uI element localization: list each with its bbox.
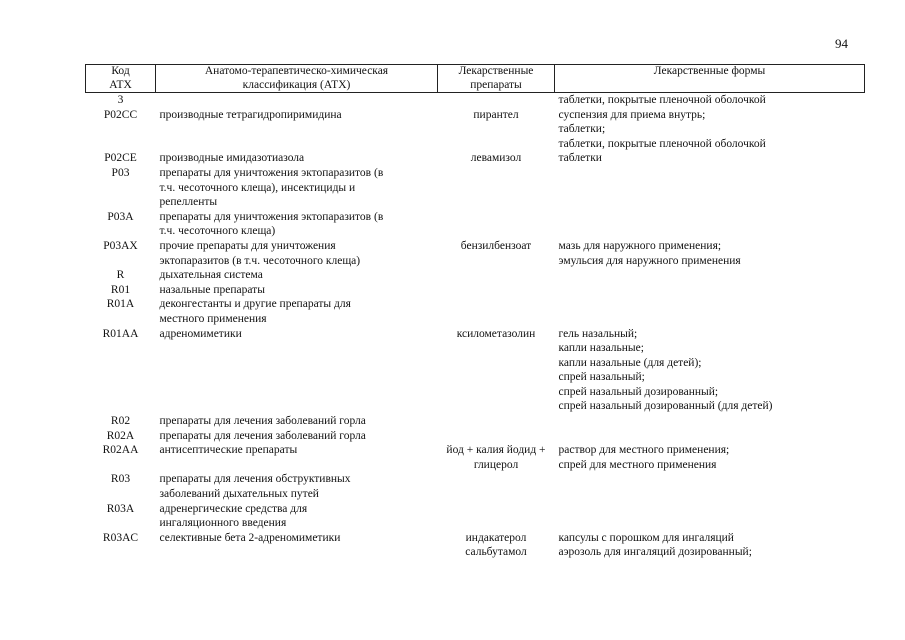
dosage-form-line: таблетки, покрытые пленочной оболочкой xyxy=(558,94,766,106)
header-classification-line: Анатомо-терапевтическо-химическая xyxy=(204,65,389,77)
drug-line: сальбутамол xyxy=(465,546,527,559)
classification-cell xyxy=(156,327,438,415)
classification-cell xyxy=(156,472,438,501)
classification-line: репелленты xyxy=(159,196,218,209)
dosage-form-cell xyxy=(555,414,865,429)
drug-cell xyxy=(438,502,555,531)
dosage-form-line: капсулы с порошком для ингаляций xyxy=(558,531,734,544)
dosage-form-line: спрей назальный дозированный; xyxy=(558,385,719,398)
classification-line: антисептические препараты xyxy=(159,444,298,457)
drug-line: глицерол xyxy=(473,458,519,471)
dosage-form-line: мазь для наружного применения; xyxy=(558,239,722,252)
atx-table xyxy=(85,64,865,560)
atx-code-cell: P03AX xyxy=(103,239,138,252)
classification-cell xyxy=(156,239,438,268)
classification-line: препараты для лечения заболеваний горла xyxy=(159,415,366,428)
table-body xyxy=(86,93,865,561)
header-classification xyxy=(156,65,438,93)
header-classification-line: классификация (АТХ) xyxy=(242,78,351,91)
drug-cell xyxy=(438,268,555,283)
dosage-form-line: суспензия для приема внутрь; xyxy=(558,108,706,121)
atx-code-cell: R01AA xyxy=(102,327,139,340)
drug-cell xyxy=(438,414,555,429)
classification-line: адренергические средства для xyxy=(159,502,308,515)
dosage-form-cell xyxy=(555,327,865,415)
drug-cell xyxy=(438,443,555,472)
atx-code-cell: P02CC xyxy=(103,108,138,121)
header-drugs xyxy=(438,65,555,93)
table-row xyxy=(86,151,865,166)
atx-code-cell: 3 xyxy=(117,94,124,106)
classification-cell xyxy=(156,283,438,298)
dosage-form-line: капли назальные (для детей); xyxy=(558,356,702,369)
table-row xyxy=(86,210,865,239)
classification-line: дыхательная система xyxy=(159,269,263,282)
table-row xyxy=(86,283,865,298)
classification-cell xyxy=(156,502,438,531)
drug-line: пирантел xyxy=(473,108,519,121)
classification-line: местного применения xyxy=(159,312,267,325)
table-row xyxy=(86,268,865,283)
classification-cell xyxy=(156,531,438,560)
classification-cell xyxy=(156,166,438,210)
classification-cell xyxy=(156,210,438,239)
dosage-form-line: эмульсия для наружного применения xyxy=(558,254,741,267)
dosage-form-line: аэрозоль для ингаляций дозированный; xyxy=(558,546,752,559)
atx-code-cell: P02CE xyxy=(104,152,137,165)
dosage-form-cell xyxy=(555,166,865,210)
table-row xyxy=(86,414,865,429)
dosage-form-line: гель назальный; xyxy=(558,327,638,340)
dosage-form-cell xyxy=(555,297,865,326)
dosage-form-cell xyxy=(555,472,865,501)
table-row xyxy=(86,443,865,472)
dosage-form-cell xyxy=(555,151,865,166)
atx-code-cell: P03A xyxy=(107,210,134,223)
classification-line: адреномиметики xyxy=(159,327,242,340)
drug-cell xyxy=(438,283,555,298)
classification-line: препараты для лечения обструктивных xyxy=(159,473,351,486)
atx-code-cell: R03 xyxy=(110,473,131,486)
classification-cell xyxy=(156,93,438,108)
header-code-line: АТХ xyxy=(109,78,132,91)
table-row xyxy=(86,297,865,326)
drug-cell xyxy=(438,239,555,268)
drug-cell xyxy=(438,297,555,326)
dosage-form-cell xyxy=(555,531,865,560)
atx-code-cell: R01A xyxy=(106,298,135,311)
classification-cell xyxy=(156,108,438,152)
dosage-form-line: раствор для местного применения; xyxy=(558,444,730,457)
classification-cell xyxy=(156,414,438,429)
classification-cell xyxy=(156,268,438,283)
dosage-form-line: таблетки; xyxy=(558,123,606,136)
page-number: 94 xyxy=(835,36,848,51)
drug-cell xyxy=(438,210,555,239)
dosage-form-line: таблетки, покрытые пленочной оболочкой xyxy=(558,137,766,150)
dosage-form-cell xyxy=(555,210,865,239)
drug-cell xyxy=(438,93,555,108)
header-code-line: Код xyxy=(111,65,130,77)
drug-cell xyxy=(438,429,555,444)
table-row xyxy=(86,239,865,268)
drug-cell xyxy=(438,531,555,560)
classification-line: ингаляционного введения xyxy=(159,517,287,530)
classification-line: т.ч. чесоточного клеща) xyxy=(159,225,276,238)
table-header-row xyxy=(86,65,865,93)
classification-line: производные имидазотиазола xyxy=(159,152,305,165)
atx-code-cell: R02AA xyxy=(102,444,139,457)
drug-line: йод + калия йодид + xyxy=(446,444,546,457)
header-forms: Лекарственные формы xyxy=(555,65,865,93)
drug-cell xyxy=(438,151,555,166)
atx-code-cell: R02A xyxy=(106,429,135,442)
atx-code-cell: R02 xyxy=(110,415,131,428)
table-row xyxy=(86,166,865,210)
table-row xyxy=(86,502,865,531)
classification-line: назальные препараты xyxy=(159,283,265,296)
dosage-form-line: спрей назальный; xyxy=(558,371,645,384)
dosage-form-line: таблетки xyxy=(558,152,602,165)
classification-line: селективные бета 2-адреномиметики xyxy=(159,531,341,544)
classification-line: препараты для уничтожения эктопаразитов (в xyxy=(159,166,384,179)
atx-code-cell: R03A xyxy=(106,502,135,515)
classification-line: заболеваний дыхательных путей xyxy=(159,488,319,501)
dosage-form-cell xyxy=(555,268,865,283)
drug-line: бензилбензоат xyxy=(460,239,532,252)
atx-code-cell: R xyxy=(116,269,125,282)
dosage-form-cell xyxy=(555,283,865,298)
drug-cell xyxy=(438,108,555,152)
classification-line: прочие препараты для уничтожения xyxy=(159,239,336,252)
dosage-form-cell xyxy=(555,502,865,531)
dosage-form-line: спрей назальный дозированный (для детей) xyxy=(558,400,773,413)
classification-line: препараты для лечения заболеваний горла xyxy=(159,429,366,442)
classification-line: эктопаразитов (в т.ч. чесоточного клеща) xyxy=(159,254,361,267)
drug-line: левамизол xyxy=(470,152,522,165)
dosage-form-cell xyxy=(555,443,865,472)
classification-line: деконгестанты и другие препараты для xyxy=(159,298,351,311)
drug-line: ксилометазолин xyxy=(456,327,536,340)
atx-code-cell: R01 xyxy=(110,283,131,296)
table-row xyxy=(86,429,865,444)
classification-line: производные тетрагидропиримидина xyxy=(159,108,342,121)
dosage-form-cell xyxy=(555,239,865,268)
atx-code-cell: R03AC xyxy=(102,531,139,544)
classification-line: препараты для уничтожения эктопаразитов (в xyxy=(159,210,384,223)
table-row xyxy=(86,327,865,415)
table-row xyxy=(86,472,865,501)
drug-cell xyxy=(438,166,555,210)
drug-cell xyxy=(438,472,555,501)
dosage-form-line: спрей для местного применения xyxy=(558,458,717,471)
header-drugs-line: препараты xyxy=(470,78,522,91)
classification-cell xyxy=(156,151,438,166)
dosage-form-cell xyxy=(555,108,865,152)
drug-cell xyxy=(438,327,555,415)
classification-cell xyxy=(156,297,438,326)
dosage-form-cell xyxy=(555,93,865,108)
atx-code-cell: P03 xyxy=(111,166,130,179)
table-row xyxy=(86,108,865,152)
drug-line: индакатерол xyxy=(465,531,527,544)
header-drugs-line: Лекарственные xyxy=(458,65,534,77)
classification-line: т.ч. чесоточного клеща), инсектициды и xyxy=(159,181,356,194)
table-row xyxy=(86,93,865,108)
classification-cell xyxy=(156,443,438,472)
dosage-form-cell xyxy=(555,429,865,444)
header-code xyxy=(86,65,156,93)
dosage-form-line: капли назальные; xyxy=(558,342,644,355)
table-row xyxy=(86,531,865,560)
classification-cell xyxy=(156,429,438,444)
